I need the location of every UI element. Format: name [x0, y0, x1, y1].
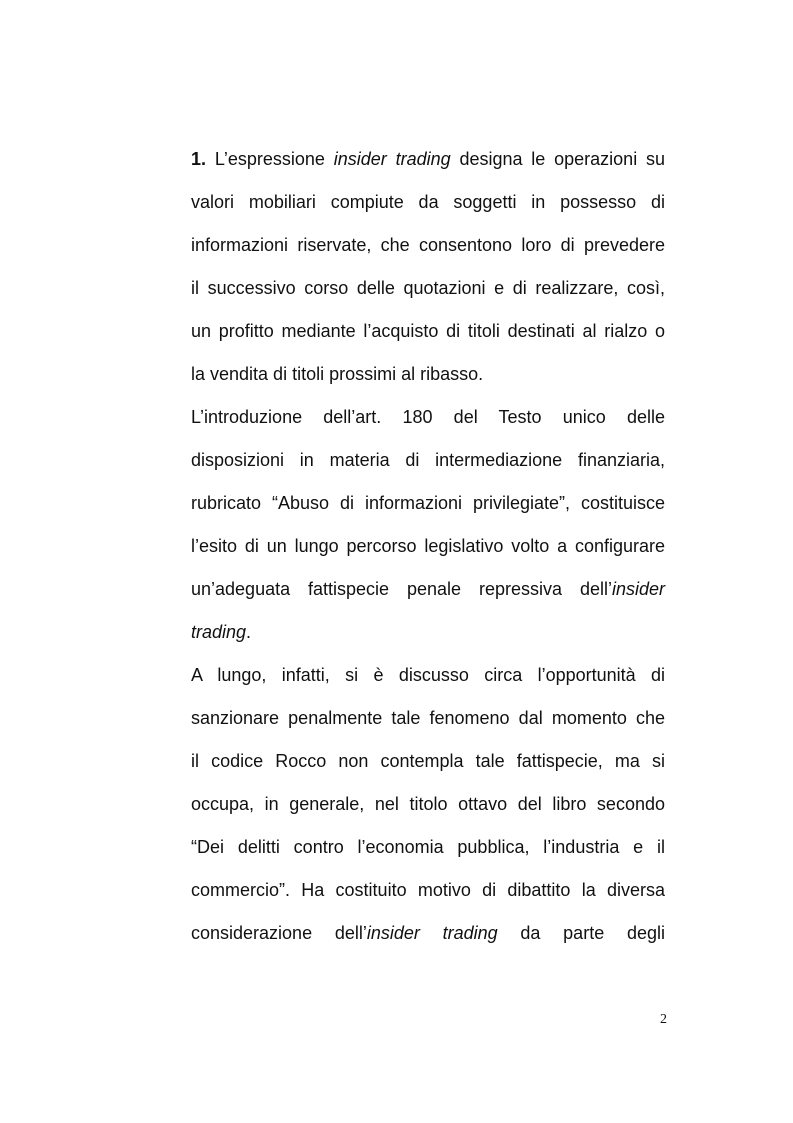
text-line: il codice Rocco non contempla tale fattispecie, ma si	[191, 751, 665, 771]
text-line: la vendita di titoli prossimi al ribasso.	[191, 364, 484, 384]
text-line: sanzionare penalmente tale fenomeno dal momento che	[191, 708, 665, 728]
page-number: 2	[660, 1012, 667, 1027]
body-text	[191, 138, 665, 955]
text-line: valori mobiliari compiute da soggetti in possesso di	[191, 192, 665, 212]
text-line: un profitto mediante l’acquisto di titoli destinati al rialzo o	[191, 321, 665, 341]
italic-term: insider	[611, 579, 665, 599]
text-line: considerazione dell’insider trading da parte degli	[191, 923, 665, 943]
text-line: disposizioni in materia di intermediazione finanziaria,	[191, 450, 665, 470]
text-line: trading.	[191, 622, 252, 642]
italic-term: insider	[366, 923, 420, 943]
italic-term: trading	[191, 622, 247, 642]
text-line: informazioni riservate, che consentono loro di prevedere	[191, 235, 665, 255]
text-line: l’esito di un lungo percorso legislativo volto a configurare	[191, 536, 665, 556]
text-line: A lungo, infatti, si è discusso circa l’opportunità di	[191, 665, 665, 685]
text-line: L’introduzione dell’art. 180 del Testo unico delle	[191, 407, 665, 427]
italic-term: insider trading	[333, 149, 451, 169]
italic-term: trading	[442, 923, 498, 943]
text-line: occupa, in generale, nel titolo ottavo del libro secondo	[191, 794, 665, 814]
text-line: il successivo corso delle quotazioni e di realizzare, così,	[191, 278, 665, 298]
text-line: “Dei delitti contro l’economia pubblica, l’industria e il	[191, 837, 665, 857]
text-line: rubricato “Abuso di informazioni privilegiate”, costituisce	[191, 493, 665, 513]
section-number: 1.	[191, 149, 207, 169]
text-line: 1. L’espressione insider trading designa le operazioni su	[191, 149, 666, 169]
text-line: un’adeguata fattispecie penale repressiva dell’insider	[191, 579, 665, 599]
text-line: commercio”. Ha costituito motivo di dibattito la diversa	[191, 880, 665, 900]
